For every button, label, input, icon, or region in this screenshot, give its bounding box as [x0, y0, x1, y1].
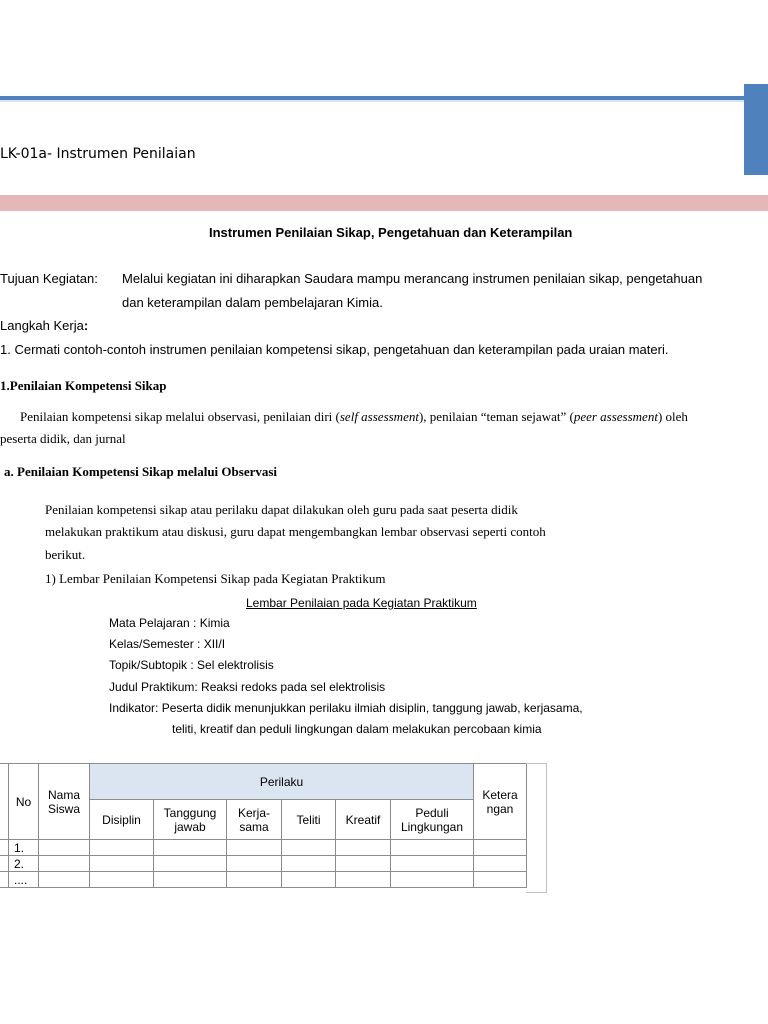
header-keterangan: Ketera ngan [474, 764, 527, 840]
table-row [0, 872, 527, 888]
paragraph-2-line1: Penilaian kompetensi sikap atau perilaku dapat dilakukan oleh guru pada saat peserta didik [45, 502, 518, 517]
step-1: 1. Cermati contoh-contoh instrumen penilaian kompetensi sikap, pengetahuan dan keterampilan pada uraian materi. [0, 342, 669, 357]
judul-praktikum: Judul Praktikum: Reaksi redoks pada sel elektrolisis [109, 680, 386, 694]
row-number: .... [9, 872, 39, 888]
list-item-1: 1) Lembar Penilaian Kompetensi Sikap pada Kegiatan Praktikum [45, 571, 386, 586]
header-rule-shadow [0, 100, 744, 102]
row-number: 2. [9, 856, 39, 872]
table-row [0, 840, 527, 856]
section-band [0, 195, 768, 211]
header-tanggung-jawab: Tanggung jawab [154, 800, 227, 840]
header-nama-siswa: Nama Siswa [39, 764, 90, 840]
langkah-kerja-label: Langkah Kerja: [0, 318, 89, 333]
header-kreatif: Kreatif [336, 800, 391, 840]
table-stub-cell [0, 764, 9, 840]
row-number: 1. [9, 840, 39, 856]
header-disiplin: Disiplin [90, 800, 154, 840]
form-title: Lembar Penilaian pada Kegiatan Praktikum [246, 596, 477, 610]
table-row [0, 856, 527, 872]
paragraph-2-line3: berikut. [45, 547, 86, 562]
table-outer-frame [526, 763, 547, 893]
tujuan-text-line1: Melalui kegiatan ini diharapkan Saudara mampu merancang instrumen penilaian sikap, pengetahuan [122, 271, 703, 286]
paragraph-1-line1: Penilaian kompetensi sikap melalui observasi, penilaian diri (self assessment), penilaian “teman sejawat” (peer assessment) oleh [20, 409, 688, 424]
observation-table [0, 763, 527, 888]
mata-pelajaran: Mata Pelajaran : Kimia [109, 616, 230, 630]
topik-subtopik: Topik/Subtopik : Sel elektrolisis [109, 658, 274, 672]
header-perilaku: Perilaku [90, 764, 474, 800]
header-no: No [9, 764, 39, 840]
tujuan-label: Tujuan Kegiatan: [0, 271, 98, 286]
indikator-line2: teliti, kreatif dan peduli lingkungan dalam melakukan percobaan kimia [172, 722, 542, 736]
indikator-line1: Indikator: Peserta didik menunjukkan perilaku ilmiah disiplin, tanggung jawab, kerjasama, [109, 701, 583, 715]
header-teliti: Teliti [282, 800, 336, 840]
kelas-semester: Kelas/Semester : XII/I [109, 637, 226, 651]
page-title: LK-01a- Instrumen Penilaian [0, 146, 196, 162]
header-peduli-lingkungan: Peduli Lingkungan [391, 800, 474, 840]
tujuan-text-line2: dan keterampilan dalam pembelajaran Kimia. [122, 295, 383, 310]
document-heading: Instrumen Penilaian Sikap, Pengetahuan dan Keterampilan [209, 225, 573, 240]
side-accent-tab [744, 84, 768, 175]
header-kerjasama: Kerja- sama [227, 800, 282, 840]
section-1-title: 1.Penilaian Kompetensi Sikap [0, 378, 167, 393]
paragraph-1-line2: peserta didik, dan jurnal [0, 431, 126, 446]
subsection-a-title: a. Penilaian Kompetensi Sikap melalui Observasi [4, 464, 278, 479]
paragraph-2-line2: melakukan praktikum atau diskusi, guru dapat mengembangkan lembar observasi seperti contoh [45, 524, 546, 539]
